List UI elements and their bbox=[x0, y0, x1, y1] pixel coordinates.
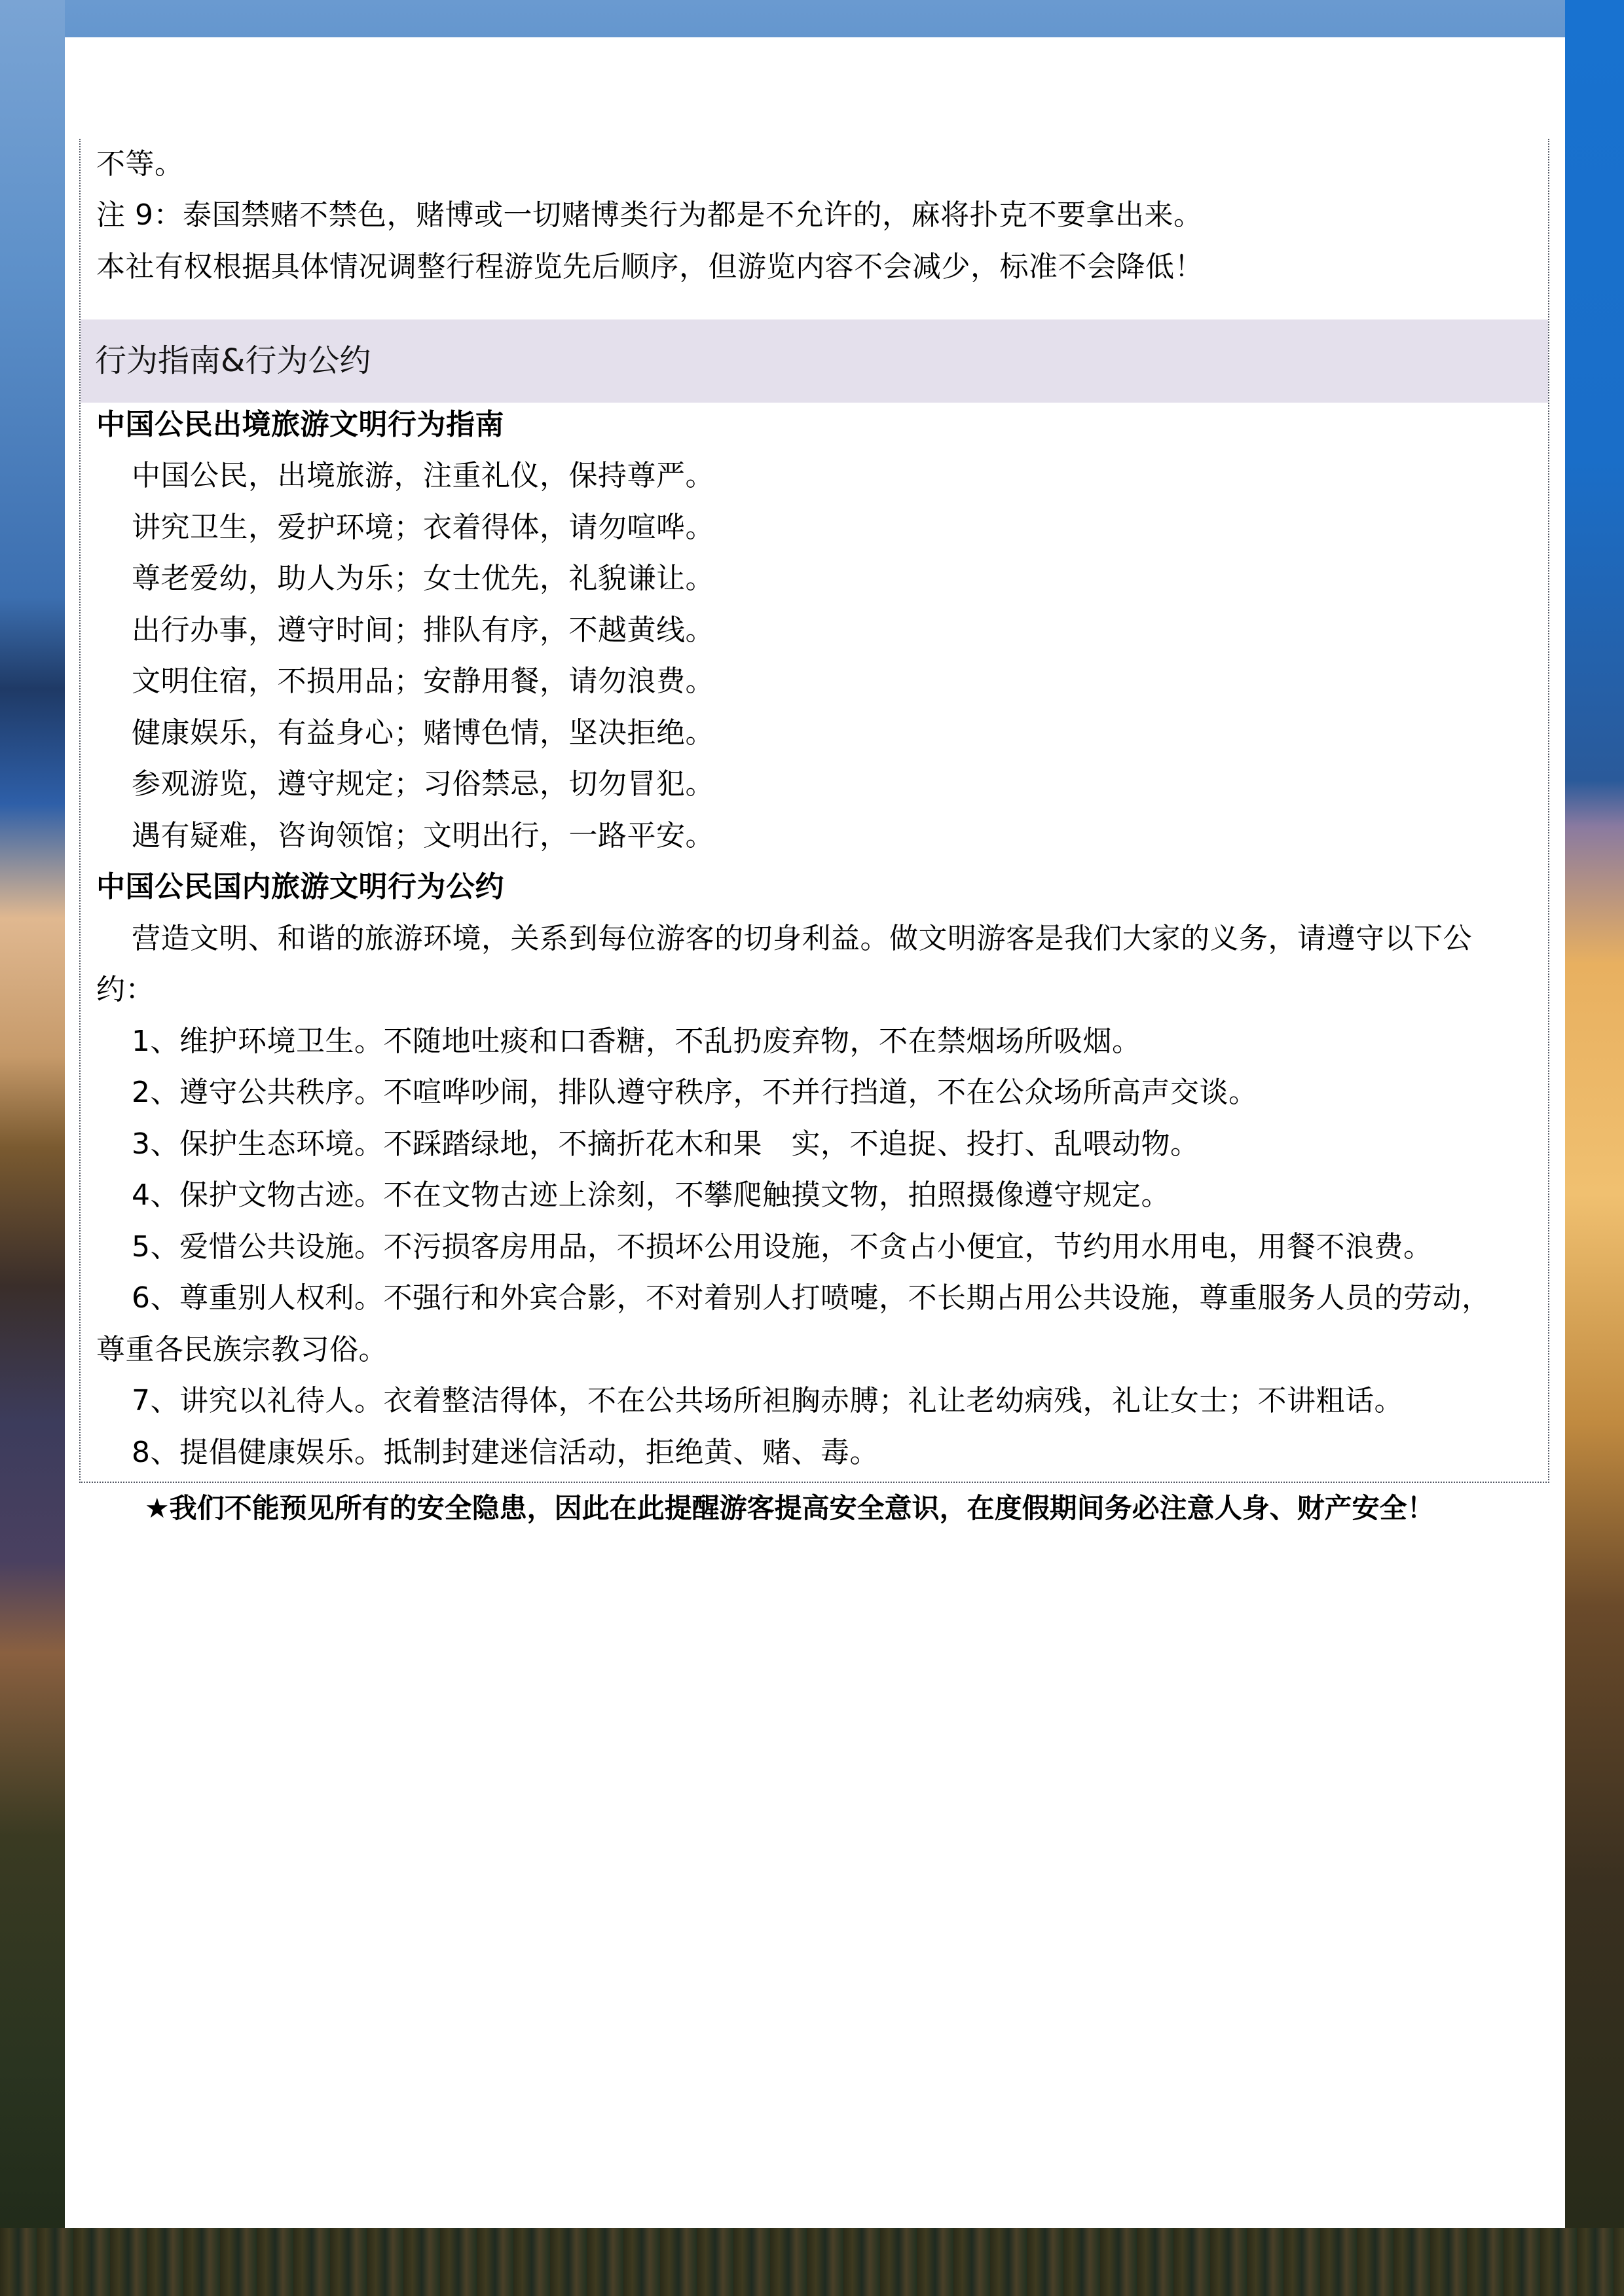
convention-item: 1、维护环境卫生。不随地吐痰和口香糖，不乱扔废弃物，不在禁烟场所吸烟。 bbox=[132, 1025, 1141, 1058]
convention-item: 4、保护文物古迹。不在文物古迹上涂刻，不攀爬触摸文物，拍照摄像遵守规定。 bbox=[132, 1178, 1170, 1212]
convention-heading: 中国公民国内旅游文明行为公约 bbox=[96, 870, 504, 903]
convention-item: 7、讲究以礼待人。衣着整洁得体，不在公共场所袒胸赤膊；礼让老幼病残，礼让女士；不讲粗话。 bbox=[132, 1384, 1403, 1417]
guide-line: 尊老爱幼，助人为乐；女士优先，礼貌谦让。 bbox=[132, 562, 714, 595]
section-title: 行为指南&行为公约 bbox=[95, 342, 371, 379]
background-photo-left bbox=[0, 0, 65, 2296]
itinerary-disclaimer: 本社有权根据具体情况调整行程游览先后顺序，但游览内容不会减少，标准不会降低！ bbox=[96, 250, 1204, 283]
convention-item-continued: 尊重各民族宗教习俗。 bbox=[96, 1333, 388, 1366]
guide-line: 出行办事，遵守时间；排队有序，不越黄线。 bbox=[132, 613, 714, 647]
convention-intro: 营造文明、和谐的旅游环境，关系到每位游客的切身利益。做文明游客是我们大家的义务，请遵守以下公 bbox=[132, 922, 1472, 955]
convention-item: 5、爱惜公共设施。不污损客房用品，不损坏公用设施，不贪占小便宜，节约用水用电，用餐不浪费。 bbox=[132, 1230, 1433, 1264]
guide-line: 文明住宿，不损用品；安静用餐，请勿浪费。 bbox=[132, 665, 714, 698]
safety-reminder: ★我们不能预见所有的安全隐患，因此在此提醒游客提高安全意识，在度假期间务必注意人身、财产安全！ bbox=[145, 1492, 1435, 1524]
document-page bbox=[65, 37, 1565, 2228]
guide-line: 遇有疑难，咨询领馆；文明出行，一路平安。 bbox=[132, 819, 714, 852]
background-photo-bottom bbox=[0, 2228, 1624, 2296]
convention-item: 3、保护生态环境。不踩踏绿地，不摘折花木和果 实，不追捉、投打、乱喂动物。 bbox=[132, 1127, 1200, 1161]
guide-line: 健康娱乐，有益身心；赌博色情，坚决拒绝。 bbox=[132, 716, 714, 750]
convention-item: 2、遵守公共秩序。不喧哗吵闹，排队遵守秩序，不并行挡道，不在公众场所高声交谈。 bbox=[132, 1076, 1258, 1109]
section-header bbox=[81, 319, 1548, 403]
guide-heading: 中国公民出境旅游文明行为指南 bbox=[96, 408, 504, 441]
guide-line: 讲究卫生，爱护环境；衣着得体，请勿喧哗。 bbox=[132, 511, 714, 544]
background-photo-right bbox=[1565, 0, 1624, 2296]
guide-line: 参观游览，遵守规定；习俗禁忌，切勿冒犯。 bbox=[132, 767, 714, 801]
convention-intro-continued: 约： bbox=[96, 973, 155, 1006]
content-box bbox=[79, 139, 1549, 1483]
guide-line: 中国公民，出境旅游，注重礼仪，保持尊严。 bbox=[132, 459, 714, 492]
continuation-line: 不等。 bbox=[96, 147, 184, 181]
note-9: 注 9：泰国禁赌不禁色，赌博或一切赌博类行为都是不允许的，麻将扑克不要拿出来。 bbox=[96, 198, 1203, 232]
convention-item: 6、尊重别人权利。不强行和外宾合影，不对着别人打喷嚏，不长期占用公共设施，尊重服务人员的劳动， bbox=[132, 1281, 1491, 1315]
convention-item: 8、提倡健康娱乐。抵制封建迷信活动，拒绝黄、赌、毒。 bbox=[132, 1436, 879, 1469]
